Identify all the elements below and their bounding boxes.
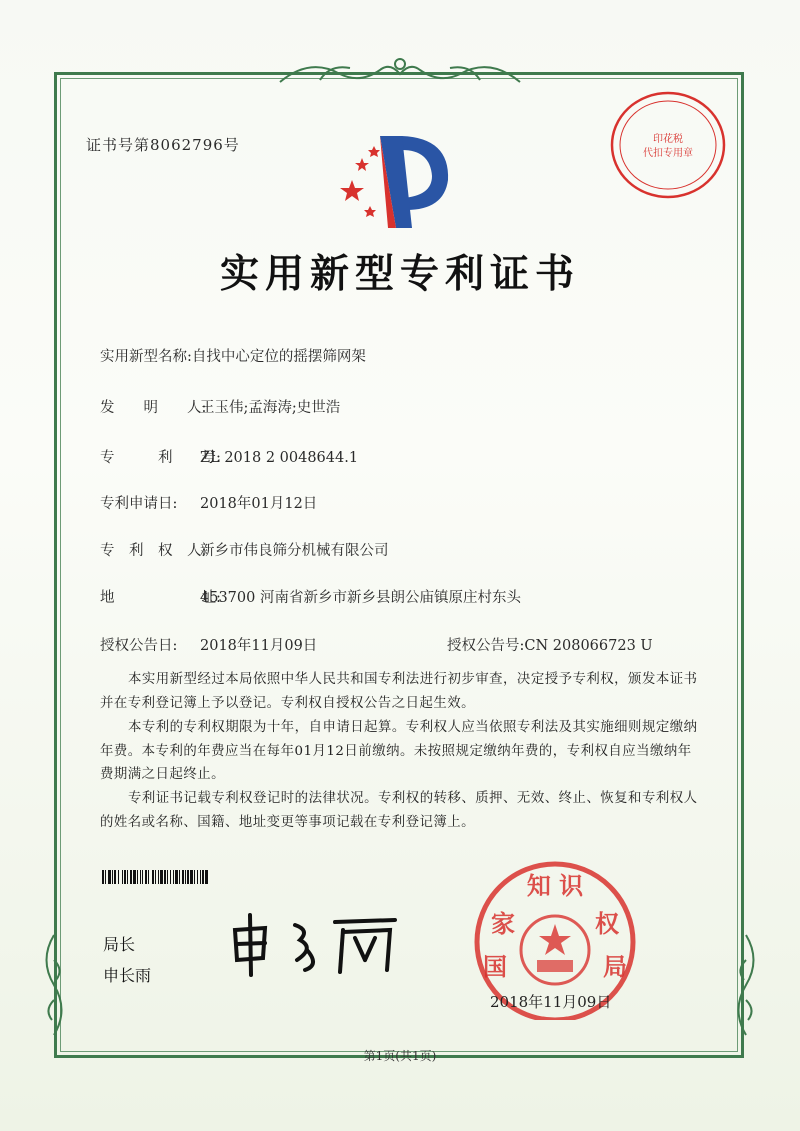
patent-office-logo-icon xyxy=(340,128,455,233)
patentee-field xyxy=(100,539,389,560)
svg-text:家: 家 xyxy=(491,909,515,938)
patent-number-value: ZL 2018 2 0048644.1 xyxy=(200,450,359,466)
filing-date-value: 2018年01月12日 xyxy=(200,496,318,512)
grant-date-field xyxy=(100,634,317,655)
address-field xyxy=(100,586,521,607)
grant-date-value: 2018年11月09日 xyxy=(200,638,318,654)
patentee-value: 新乡市伟良筛分机械有限公司 xyxy=(200,543,389,559)
patent-number-label: 专 利 号: xyxy=(100,450,221,466)
svg-text:国: 国 xyxy=(483,952,507,981)
filing-date-field xyxy=(100,492,317,513)
svg-text:局: 局 xyxy=(603,952,627,981)
barcode-bar xyxy=(208,870,209,884)
director-signature-icon xyxy=(225,910,405,980)
filing-date-label: 专利申请日: xyxy=(100,496,178,512)
address-value: 453700 河南省新乡市新乡县朗公庙镇原庄村东头 xyxy=(200,590,521,606)
left-ornament-icon xyxy=(34,930,74,1040)
utility-model-name-label: 实用新型名称: xyxy=(100,349,192,365)
barcode xyxy=(102,870,335,884)
director-name: 申长雨 xyxy=(103,966,152,985)
utility-model-name-value: 自找中心定位的摇摆筛网架 xyxy=(191,349,366,365)
inventor-value: 王玉伟;孟海涛;史世浩 xyxy=(200,400,341,416)
inventor-field xyxy=(100,396,340,417)
top-ornament-icon xyxy=(270,52,530,92)
certificate-number: 证书号第8062796号 xyxy=(86,136,240,154)
paragraph-grant: 本实用新型经过本局依照中华人民共和国专利法进行初步审查，决定授予专利权，颁发本证书并在专利登记簿上予以登记。专利权自授权公告之日起生效。 xyxy=(100,672,698,711)
address-label: 地 址: xyxy=(100,590,221,606)
page-info: 第1页(共1页) xyxy=(363,1049,437,1063)
grant-number-label: 授权公告号: xyxy=(447,638,525,654)
paragraph-term: 本专利的专利权期限为十年，自申请日起算。专利权人应当依照专利法及其实施细则规定缴纳年费。本专利的年费应当在每年01月12日前缴纳。未按照规定缴纳年费的，专利权自应当缴纳年费期满之日起终止。 xyxy=(100,720,698,782)
svg-text:权: 权 xyxy=(595,909,619,938)
grant-number-value: CN 208066723 U xyxy=(524,638,653,654)
issue-date: 2018年11月09日 xyxy=(490,993,612,1011)
paragraph-legal-status: 专利证书记载专利权登记时的法律状况。专利权的转移、质押、无效、终止、恢复和专利权人的姓名或名称、国籍、地址变更等事项记载在专利登记簿上。 xyxy=(100,791,698,830)
svg-text:印花税: 印花税 xyxy=(653,134,683,145)
right-ornament-icon xyxy=(726,930,766,1040)
utility-model-name-field xyxy=(100,345,366,366)
patentee-label: 专 利 权 人: xyxy=(100,543,207,559)
grant-date-label: 授权公告日: xyxy=(100,638,178,654)
patent-number-field xyxy=(100,446,358,467)
grant-number-field xyxy=(447,634,653,655)
certificate-title: 实用新型专利证书 xyxy=(219,251,580,297)
inventor-label: 发 明 人: xyxy=(100,400,207,416)
director-title: 局长 xyxy=(103,935,136,954)
svg-text:知 识: 知 识 xyxy=(526,871,584,900)
svg-text:代扣专用章: 代扣专用章 xyxy=(643,148,693,159)
tax-stamp-seal-icon xyxy=(608,90,728,200)
